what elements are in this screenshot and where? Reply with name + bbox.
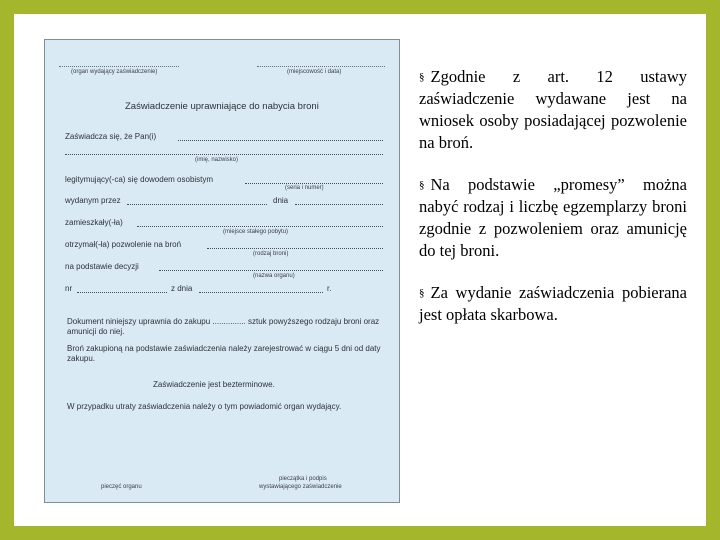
slide	[14, 14, 706, 526]
dotted-line	[199, 292, 323, 293]
dotted-line	[207, 248, 383, 249]
from-date-label: z dnia	[171, 284, 193, 293]
bullet-text: Zgodnie z art. 12 ustawy zaświadczenie wydawane jest na wniosek osoby posiadającej pozwolenie na broń.	[419, 67, 687, 152]
bullet-item	[419, 66, 687, 154]
bullet-text: Na podstawie „promesy” można nabyć rodzaj i liczbę egzemplarzy broni zgodnie z pozwoleniem oraz amunicję do tej broni.	[419, 175, 687, 260]
dotted-line	[178, 140, 383, 141]
loss-notice-text: W przypadku utraty zaświadczenia należy o tym powiadomić organ wydający.	[67, 402, 342, 411]
dotted-line	[257, 66, 385, 67]
weapon-type-caption: (rodzaj broni)	[253, 251, 289, 257]
number-label: nr	[65, 284, 73, 293]
square-bullet-icon: §	[419, 71, 425, 83]
dotted-line	[137, 226, 383, 227]
authority-caption: (nazwa organu)	[253, 273, 295, 279]
dotted-line	[245, 183, 383, 184]
certify-label: Zaświadcza się, że Pan(i)	[65, 132, 157, 141]
validity-text: Zaświadczenie jest bezterminowe.	[153, 380, 275, 389]
address-label: zamieszkały(-ła)	[65, 218, 123, 227]
bullet-item	[419, 174, 687, 262]
dotted-line	[65, 154, 383, 155]
issued-by-label: wydanym przez	[65, 196, 121, 205]
bullet-list	[419, 66, 687, 346]
certificate-form-image	[44, 39, 400, 503]
id-label: legitymujący(-ca) się dowodem osobistym	[65, 175, 214, 184]
name-caption: (imię, nazwisko)	[195, 157, 239, 163]
signature-caption-2: wystawiającego zaświadczenie	[259, 484, 342, 490]
decision-label: na podstawie decyzji	[65, 262, 139, 271]
series-caption: (seria i numer)	[285, 185, 324, 191]
form-title: Zaświadczenie uprawniające do nabycia broni	[125, 101, 319, 112]
issuer-caption: (organ wydający zaświadczenie)	[71, 69, 158, 75]
dotted-line	[77, 292, 167, 293]
year-suffix: r.	[327, 284, 332, 293]
stamp-caption: pieczęć organu	[101, 484, 142, 490]
square-bullet-icon: §	[419, 287, 425, 299]
signature-caption: pieczątka i podpis	[279, 476, 327, 482]
dotted-line	[59, 66, 179, 67]
date-label: dnia	[273, 196, 289, 205]
place-date-caption: (miejscowość i data)	[287, 69, 342, 75]
bullet-item	[419, 282, 687, 326]
permit-label: otrzymał(-ła) pozwolenie na broń	[65, 240, 182, 249]
dotted-line	[127, 204, 267, 205]
document-scope-text: Dokument niniejszy uprawnia do zakupu ............... sztuk powyższego rodzaju broni oraz amunicji do niej.	[67, 317, 380, 336]
place-caption: (miejsce stałego pobytu)	[223, 229, 289, 235]
registration-text: Broń zakupioną na podstawie zaświadczenia należy zarejestrować w ciągu 5 dni od daty zakupu.	[67, 344, 381, 363]
bullet-text: Za wydanie zaświadczenia pobierana jest opłata skarbowa.	[419, 283, 687, 324]
dotted-line	[295, 204, 383, 205]
dotted-line	[159, 270, 383, 271]
square-bullet-icon: §	[419, 179, 425, 191]
